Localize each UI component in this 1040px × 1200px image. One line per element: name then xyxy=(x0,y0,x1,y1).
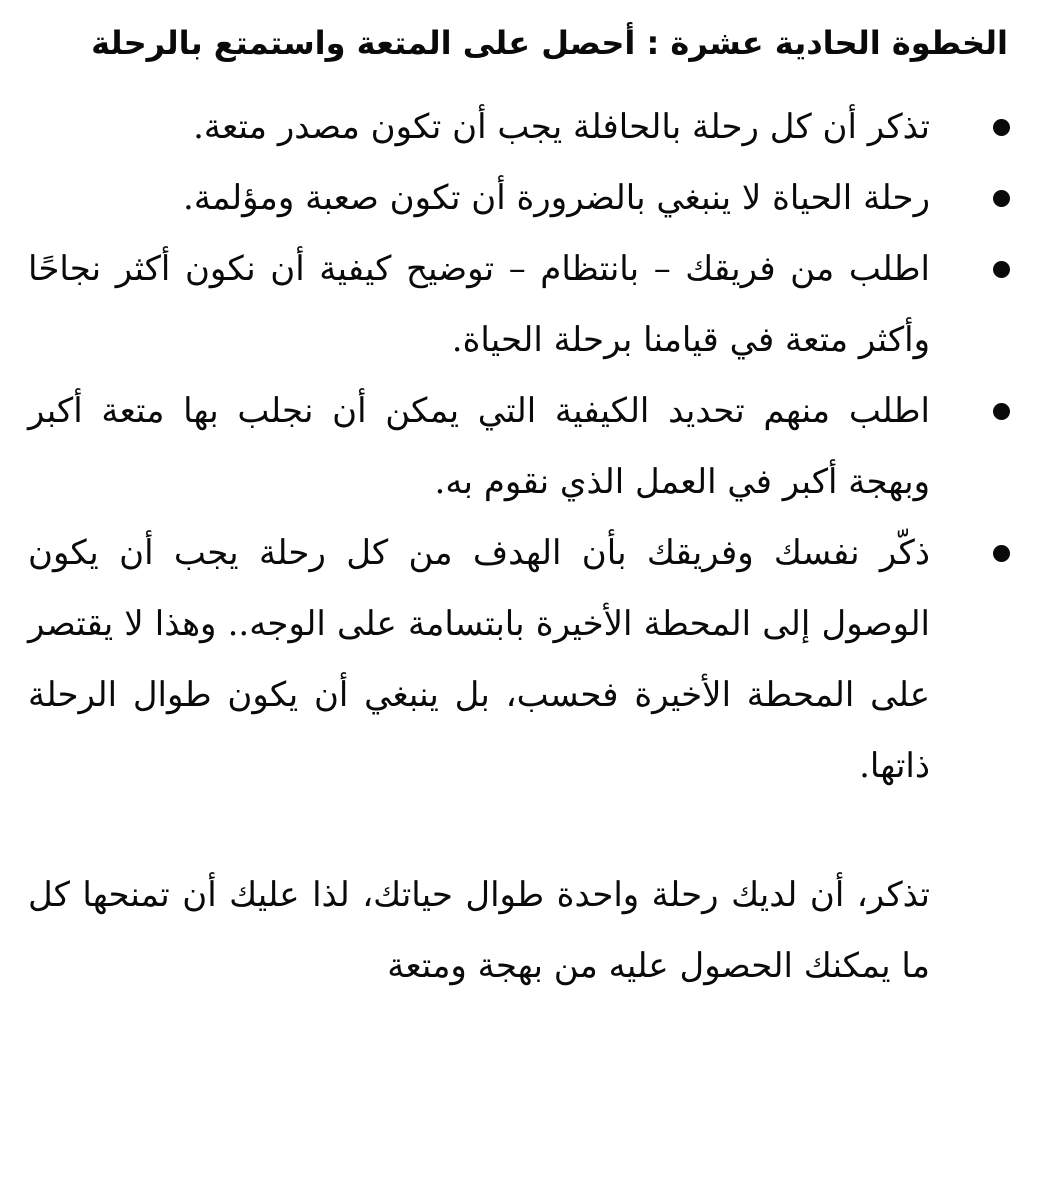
section-heading: الخطوة الحادية عشرة : أحصل على المتعة واستمتع بالرحلة xyxy=(91,24,1008,62)
bullet-item xyxy=(28,234,930,376)
bullet-text: ذكّر نفسك وفريقك بأن الهدف من كل رحلة يجب أن يكون الوصول إلى المحطة الأخيرة بابتسامة على الوجه.. وهذا لا يقتصر على المحطة الأخيرة فحسب، بل ينبغي أن يكون طوال الرحلة ذاتها. xyxy=(28,533,930,786)
bullet-item xyxy=(28,376,930,518)
bullet-item xyxy=(28,163,930,234)
bullet-list xyxy=(28,92,930,802)
bullet-item xyxy=(28,92,930,163)
bullet-dot-icon xyxy=(993,190,1010,207)
bullet-item xyxy=(28,518,930,802)
bullet-dot-icon xyxy=(993,545,1010,562)
bullet-text: تذكر أن كل رحلة بالحافلة يجب أن تكون مصدر متعة. xyxy=(193,107,930,147)
bullet-text: اطلب من فريقك – بانتظام – توضيح كيفية أن نكون أكثر نجاحًا وأكثر متعة في قيامنا برحلة الحياة. xyxy=(28,249,930,360)
bullet-dot-icon xyxy=(993,261,1010,278)
closing-paragraph: تذكر، أن لديك رحلة واحدة طوال حياتك، لذا عليك أن تمنحها كل ما يمكنك الحصول عليه من بهجة ومتعة xyxy=(28,875,930,986)
bullet-text: اطلب منهم تحديد الكيفية التي يمكن أن نجلب بها متعة أكبر وبهجة أكبر في العمل الذي نقوم به. xyxy=(28,391,930,502)
bullet-dot-icon xyxy=(993,119,1010,136)
bullet-text: رحلة الحياة لا ينبغي بالضرورة أن تكون صعبة ومؤلمة. xyxy=(183,178,930,218)
bullet-dot-icon xyxy=(993,403,1010,420)
